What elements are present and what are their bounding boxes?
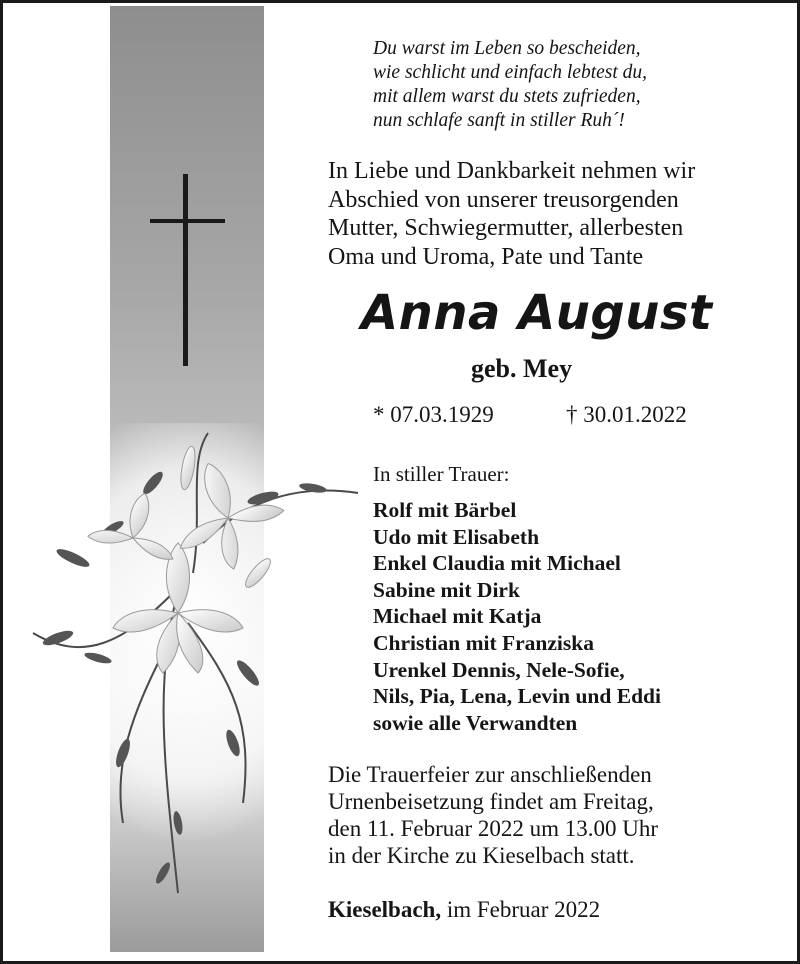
mourner-line: Sabine mit Dirk — [373, 577, 520, 602]
footer-date: im Februar 2022 — [446, 897, 601, 922]
poem-line: Du warst im Leben so bescheiden, — [373, 38, 641, 59]
intro-line: Abschied von unserer treusorgenden — [328, 186, 679, 213]
mourners-label: In stiller Trauer: — [373, 462, 510, 486]
mourner-line: Michael mit Katja — [373, 604, 542, 629]
intro-line: Oma und Uroma, Pate und Tante — [328, 243, 644, 270]
place-date-footer — [328, 896, 600, 924]
memorial-poem — [373, 37, 773, 133]
service-line: Die Trauerfeier zur anschließenden — [328, 762, 652, 787]
maiden-name: geb. Mey — [471, 354, 573, 383]
service-line: den 11. Februar 2022 um 13.00 Uhr — [328, 816, 659, 841]
mourner-line: Christian mit Franziska — [373, 630, 594, 655]
service-line: in der Kirche zu Kieselbach statt. — [328, 843, 635, 868]
service-details — [328, 761, 788, 869]
footer-place: Kieselbach, — [328, 897, 442, 922]
intro-line: Mutter, Schwiegermutter, allerbesten — [328, 215, 684, 241]
mourners-list — [373, 497, 793, 736]
mourner-line: Urenkel Dennis, Nele-Sofie, — [373, 657, 625, 682]
mourner-line: Nils, Pia, Lena, Levin und Eddi — [373, 684, 661, 709]
service-line: Urnenbeisetzung findet am Freitag, — [328, 789, 654, 814]
mourner-line: Rolf mit Bärbel — [373, 498, 517, 522]
poem-line: mit allem warst du stets zufrieden, — [373, 86, 641, 107]
birth-date: * 07.03.1929 — [373, 402, 494, 427]
poem-line: nun schlafe sanft in stiller Ruh´! — [373, 110, 625, 131]
mourner-line: Enkel Claudia mit Michael — [373, 551, 621, 576]
deceased-name: Anna August — [361, 285, 713, 341]
intro-line: In Liebe und Dankbarkeit nehmen wir — [328, 158, 696, 184]
poem-line: wie schlicht und einfach lebtest du, — [373, 62, 648, 83]
intro-text — [328, 157, 788, 271]
mourner-line: sowie alle Verwandten — [373, 710, 578, 735]
death-date: † 30.01.2022 — [566, 402, 687, 427]
lily-bouquet-icon — [3, 423, 373, 943]
mourner-line: Udo mit Elisabeth — [373, 524, 540, 549]
